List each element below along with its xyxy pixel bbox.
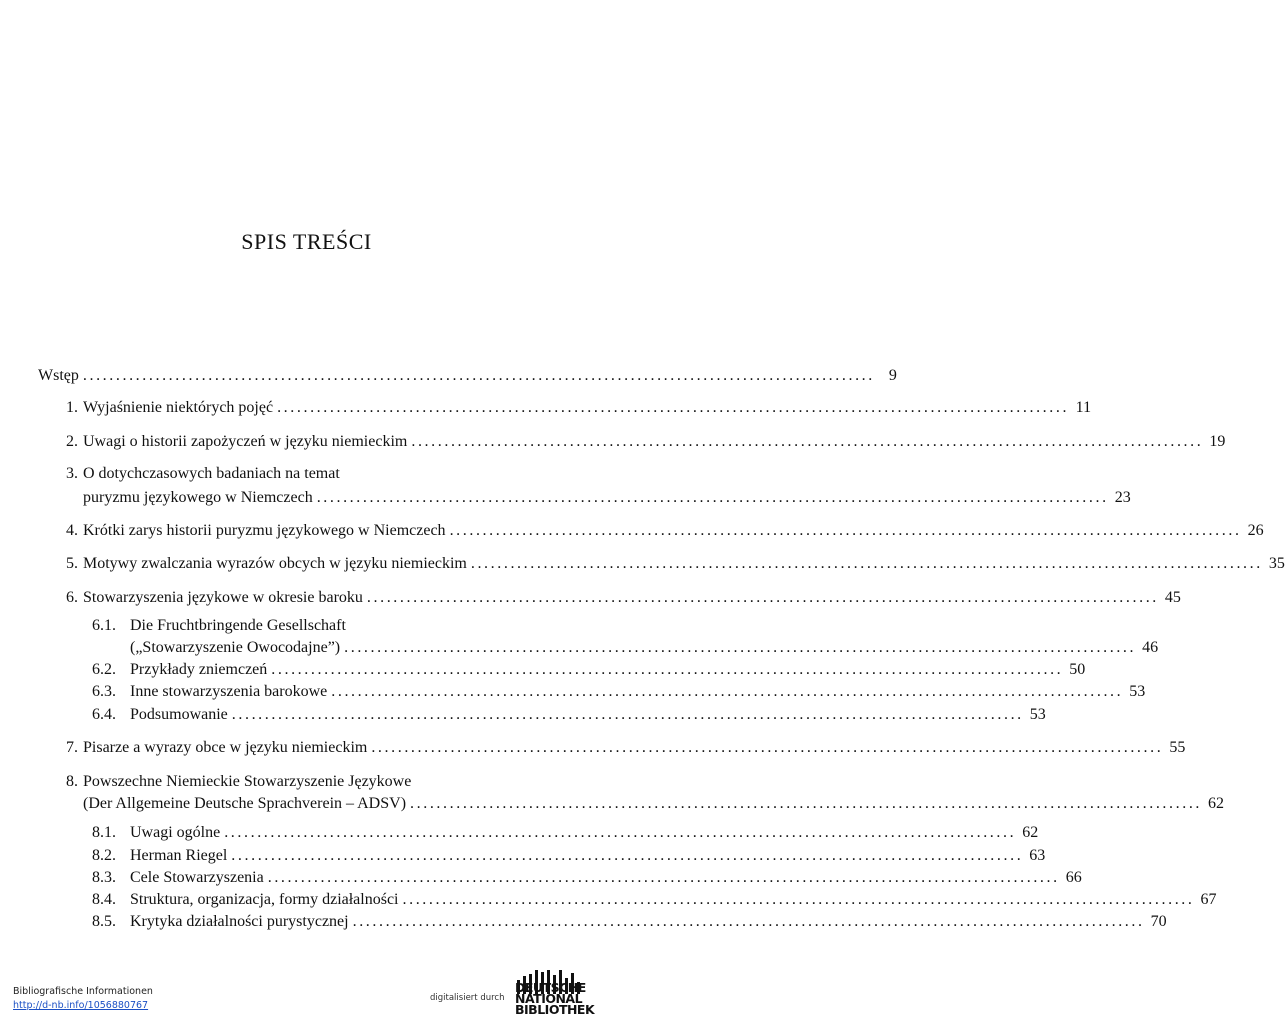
- toc-leader-dots: [83, 365, 875, 387]
- toc-number: 8.5.: [92, 913, 116, 930]
- toc-label: Cele Stowarzyszenia: [130, 869, 264, 886]
- toc-entry-8-5: [92, 911, 1167, 933]
- toc-leader-dots: [411, 431, 1203, 453]
- toc-page-number: 9: [888, 367, 897, 384]
- toc-label: puryzmu językowego w Niemczech: [83, 489, 313, 506]
- toc-label: Krytyka działalności purystycznej: [130, 913, 349, 930]
- toc-entry-8: [83, 793, 1225, 815]
- toc-entry-6-1-first-line: [92, 615, 346, 637]
- toc-leader-dots: [231, 845, 1023, 867]
- toc-label: Stowarzyszenia językowe w okresie baroku: [83, 589, 363, 606]
- toc-entry-6-1: [130, 637, 1159, 659]
- toc-label: Krótki zarys historii puryzmu językowego w Niemczech: [83, 522, 446, 539]
- toc-number: 6.3.: [92, 683, 116, 700]
- toc-number: 1.: [66, 399, 78, 416]
- toc-label: Wyjaśnienie niektórych pojęć: [83, 399, 274, 416]
- toc-label: Wstęp: [38, 367, 79, 384]
- toc-leader-dots: [317, 487, 1109, 509]
- toc-label: Struktura, organizacja, formy działalności: [130, 891, 399, 908]
- toc-page-number: 62: [1208, 795, 1225, 812]
- toc-leader-dots: [268, 867, 1060, 889]
- toc-label: Podsumowanie: [130, 706, 228, 723]
- toc-page-number: 19: [1209, 433, 1226, 450]
- toc-number: 8.: [66, 773, 78, 790]
- bibliographic-info-label: Bibliografische Informationen: [13, 986, 153, 997]
- dnb-logo: [515, 970, 595, 1022]
- toc-leader-dots: [344, 637, 1136, 659]
- toc-page-number: 26: [1247, 522, 1264, 539]
- toc-label: Herman Riegel: [130, 847, 228, 864]
- toc-leader-dots: [331, 681, 1123, 703]
- toc-label: Przykłady zniemczeń: [130, 661, 268, 678]
- toc-page-number: 11: [1075, 399, 1092, 416]
- toc-number: 7.: [66, 739, 78, 756]
- toc-page-number: 62: [1022, 824, 1039, 841]
- toc-page-number: 50: [1069, 661, 1086, 678]
- toc-number: 5.: [66, 555, 78, 572]
- toc-label: O dotychczasowych badaniach na temat: [83, 465, 340, 482]
- toc-number: 8.3.: [92, 869, 116, 886]
- toc-entry-3-first-line: [66, 463, 340, 485]
- toc-entry-6: [66, 587, 1181, 609]
- toc-page-number: 66: [1065, 869, 1082, 886]
- toc-page-number: 45: [1164, 589, 1181, 606]
- bibliographic-info: [13, 985, 153, 1013]
- toc-label: Pisarze a wyrazy obce w języku niemieckim: [83, 739, 368, 756]
- toc-page-number: 70: [1150, 913, 1167, 930]
- logo-line-3: BIBLIOTHEK: [515, 1002, 595, 1017]
- toc-leader-dots: [353, 911, 1145, 933]
- toc-leader-dots: [371, 737, 1163, 759]
- toc-number: 6.: [66, 589, 78, 606]
- toc-number: 8.1.: [92, 824, 116, 841]
- toc-entry-8-3: [92, 867, 1082, 889]
- toc-label: Die Fruchtbringende Gesellschaft: [130, 617, 346, 634]
- logo-line-1: DEUTSCHE: [515, 980, 586, 995]
- toc-page-number: 63: [1029, 847, 1046, 864]
- toc-entry-8-1: [92, 822, 1039, 844]
- toc-leader-dots: [224, 822, 1016, 844]
- toc-leader-dots: [232, 704, 1024, 726]
- toc-label: Inne stowarzyszenia barokowe: [130, 683, 328, 700]
- toc-label: Uwagi ogólne: [130, 824, 221, 841]
- toc-entry-4: [66, 520, 1264, 542]
- toc-page-number: 46: [1142, 639, 1159, 656]
- toc-number: 3.: [66, 465, 78, 482]
- toc-entry-1: [66, 397, 1092, 419]
- toc-entry-wstep: [38, 365, 897, 387]
- toc-page-number: 67: [1200, 891, 1217, 908]
- toc-number: 8.4.: [92, 891, 116, 908]
- bibliographic-info-link[interactable]: http://d-nb.info/1056880767: [13, 1000, 149, 1011]
- toc-page-number: 53: [1129, 683, 1146, 700]
- toc-entry-6-2: [92, 659, 1086, 681]
- toc-entry-7: [66, 737, 1186, 759]
- toc-leader-dots: [450, 520, 1242, 542]
- toc-label: (Der Allgemeine Deutsche Sprachverein – ADSV): [83, 795, 407, 812]
- toc-entry-3: [83, 487, 1131, 509]
- toc-entry-6-3: [92, 681, 1146, 703]
- toc-page-number: 35: [1268, 555, 1285, 572]
- toc-number: 2.: [66, 433, 78, 450]
- toc-leader-dots: [410, 793, 1202, 815]
- toc-label: Motywy zwalczania wyrazów obcych w języku niemieckim: [83, 555, 467, 572]
- toc-leader-dots: [471, 553, 1263, 575]
- page-title: SPIS TREŚCI: [241, 229, 372, 254]
- toc-entry-8-2: [92, 845, 1046, 867]
- toc-number: 6.2.: [92, 661, 116, 678]
- toc-label: („Stowarzyszenie Owocodajne”): [130, 639, 341, 656]
- toc-page-number: 55: [1169, 739, 1186, 756]
- toc-leader-dots: [277, 397, 1069, 419]
- toc-number: 8.2.: [92, 847, 116, 864]
- toc-leader-dots: [367, 587, 1159, 609]
- toc-label: Uwagi o historii zapożyczeń w języku niemieckim: [83, 433, 408, 450]
- toc-label: Powszechne Niemieckie Stowarzyszenie Językowe: [83, 773, 412, 790]
- toc-leader-dots: [403, 889, 1195, 911]
- digitized-by-label: digitalisiert durch: [430, 993, 505, 1003]
- toc-leader-dots: [271, 659, 1063, 681]
- toc-entry-6-4: [92, 704, 1046, 726]
- toc-number: 6.4.: [92, 706, 116, 723]
- toc-number: 4.: [66, 522, 78, 539]
- toc-entry-8-first-line: [66, 771, 411, 793]
- toc-entry-8-4: [92, 889, 1217, 911]
- toc-number: 6.1.: [92, 617, 116, 634]
- toc-page-number: 53: [1029, 706, 1046, 723]
- toc-entry-5: [66, 553, 1285, 575]
- toc-page-number: 23: [1114, 489, 1131, 506]
- logo-line-2: NATIONAL: [515, 991, 583, 1006]
- toc-entry-2: [66, 431, 1226, 453]
